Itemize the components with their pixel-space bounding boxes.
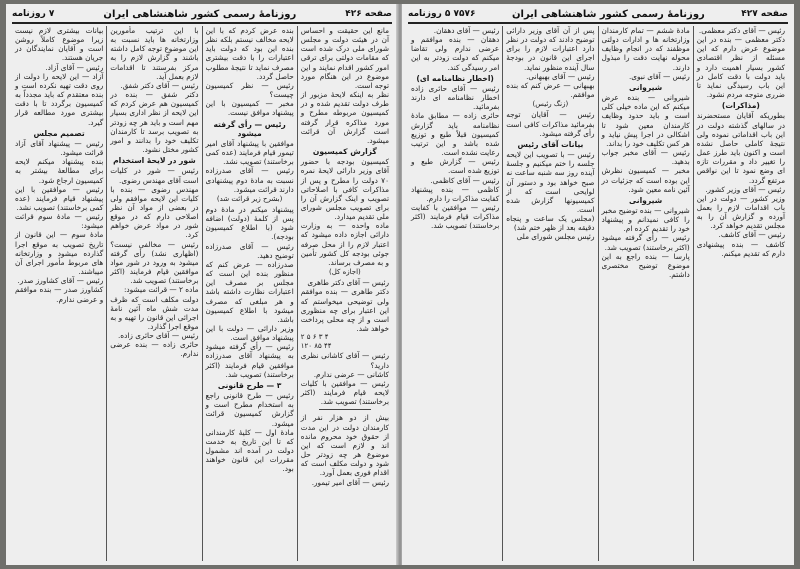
- text-column: [202, 26, 297, 561]
- paragraph: شیروانی — بنده عرض میکنم که این ماده خیلی کلی است و باید حدود وظایف کارمندان معین شود تا اشکالی در اجرا پیش نیاید و هر کس تکلیف خود را بداند.: [601, 93, 690, 148]
- section-subheading: (زنگ رئیس): [532, 100, 569, 109]
- section-heading: (مذاکرات): [721, 101, 760, 111]
- paragraph: پس از آن آقای وزیر دارائی توضیح دادند که دولت در نظر دارد اعتبارات لازم را برای اجرای این قانون در بودجهٔ سال آینده منظور نماید.: [506, 26, 595, 72]
- left-page-title: روزنامهٔ رسمی کشور شاهنشاهی ایران: [103, 8, 297, 20]
- paragraph: با این ترتیب مأمورین وزارتخانه ها باید نسبت به این موضوع توجه کامل داشته باشند و گزارش لازم را به مرکز بفرستند تا اقدامات لازم بعمل آید.: [110, 26, 199, 81]
- section-heading: گزارش کمیسیون: [312, 147, 377, 157]
- paragraph: رئیس — رأی گرفته میشود به پیشنهاد آقای صدرزاده موافقین قیام فرمایند (اکثر برخاستند) تصویب شد.: [205, 342, 294, 379]
- paragraph: رئیس — آقای وزیر کشور.: [705, 184, 785, 194]
- left-header-rule: [12, 22, 392, 24]
- paragraph: بیانات بیشتری لازم نیست زیرا موضوع کاملاً روشن است و آقایان نمایندگان در جریان هستند.: [15, 26, 104, 63]
- paragraph: رئیس — رأی گرفته میشود (اکثر برخاستند) تصویب شد.: [601, 233, 690, 252]
- paragraph: کاشف — بنده پیشنهادی دارم که تقدیم میکنم.: [696, 239, 785, 258]
- section-heading: شیروانی: [629, 82, 663, 92]
- paragraph: وزیر دارائی — دولت با این پیشنهاد موافق است.: [205, 324, 294, 343]
- right-page: [402, 4, 794, 565]
- paragraph: بنده پیشنهاد میکنم لایحه برای مطالعهٔ بیشتر به کمیسیون ارجاع شود.: [15, 157, 104, 185]
- text-column: [408, 26, 502, 561]
- paragraph: رئیس — آقای کاشانی نظری دارید؟: [300, 351, 389, 370]
- section-heading: بیانات آقای رئیس: [517, 139, 584, 149]
- paragraph: رئیس — موافقین با این پیشنهاد قیام فرمایند (عده کمی برخاستند) تصویب نشد.: [15, 184, 104, 212]
- paragraph: رئیس — آقای دکتر شفق.: [120, 80, 199, 90]
- paragraph: رئیس — آقای دهقان.: [433, 26, 500, 35]
- paragraph: حائری زاده — مطابق مادهٔ نظامنامه باید گزارش کمیسیون قبلاً طبع و توزیع شده باشد و این ترتیب رعایت نشده است.: [411, 111, 500, 158]
- paragraph: رئیس — آقای حائری زاده اخطار نظامنامه ای دارند بفرمائید.: [411, 83, 500, 112]
- paragraph: کشاورز صدر — بنده موافقم و عرضی ندارم.: [15, 285, 104, 304]
- section-heading: (اخطار نظامنامه ای): [416, 73, 494, 83]
- paragraph: رئیس — موافقین با کلیات لایحه قیام فرمایند (اکثر برخاستند) تصویب شد.: [300, 378, 389, 407]
- paragraph: مهندس رضوی — بنده با کلیات این لایحه موافقم ولی در بعضی از مواد آن نظر اصلاحی دارم که در موقع شور در مواد عرض خواهم کرد.: [110, 184, 199, 240]
- paragraph: بنده عرض کردم که با این لایحه مخالف نیستم بلکه نظر بنده این بود که دولت باید اعتبارات را با دقت بیشتری مصرف نماید تا نتیجهٔ مطلوب حاصل گردد.: [205, 26, 294, 81]
- paragraph: رئیس — آقای حائری زاده.: [117, 331, 199, 341]
- paragraph: رئیس — مخالفی نیست؟ (اظهاری نشد) رأی گرفته میشود به ورود در شور مواد موافقین قیام فرمایند (اکثر برخاستند) تصویب شد.: [110, 239, 199, 286]
- paragraph: رئیس — آقای صدرزاده توضیح دهید.: [205, 241, 294, 260]
- right-page-header: [408, 6, 788, 22]
- paragraph: بطوریکه آقایان مستحضرند در سالهای گذشته دولت در این باب اقداماتی نموده ولی نتیجهٔ کاملی حاصل نشده است و اکنون باید طرز عمل را تغییر داد و مقررات تازه ای وضع نمود تا این نواقص مرتفع گردد.: [696, 111, 785, 185]
- paragraph: مادهٔ سوم — این قانون از تاریخ تصویب به موقع اجرا گذارده میشود و وزارتخانه های مربوط مأمور اجرای آن میباشند.: [15, 230, 104, 277]
- paragraph: رئیس — آقای دکتر معظمی.: [698, 26, 785, 35]
- right-page-title: روزنامهٔ رسمی کشور شاهنشاهی ایران: [511, 8, 705, 20]
- right-header-rule: [408, 22, 788, 24]
- section-subheading: (اجازه کل): [328, 268, 361, 277]
- paragraph: مانع این حقیقت و احساس آن در هیئت دولت و مجلس شورای ملی درک شده است که مقامات دولتی برای ترقی امور کشور اقدام نمایند و این موضوع در این هنگام مورد توجه است.: [300, 26, 389, 90]
- paragraph: رئیس — آقای دکتر طاهری: [307, 278, 389, 288]
- text-column: [598, 26, 693, 561]
- paragraph: رئیس — آقای کاظمی.: [430, 175, 500, 185]
- paragraph: ماده واحده — به وزارت دارائی اجازه داده میشود که اعتبار لازم را از محل صرفه جوئی بودجه کل کشور تأمین و به مصرف برساند.: [300, 221, 389, 267]
- paragraph: رئیس — شور در کلیات است آقای مهندس رضوی.: [110, 166, 199, 185]
- paragraph: وزیر کشور — دولت در این باب اقدامات لازم را بعمل آورده و گزارش آن را به مجلس تقدیم خواهد کرد.: [696, 193, 785, 231]
- paragraph: رئیس — با تصویب این لایحه جلسه را ختم میکنیم و جلسهٔ آینده روز سه شنبه ساعت نه صبح خواهد بود و دستور آن لوایحی است که از کمیسیونها گزارش شده است.: [506, 150, 595, 214]
- paragraph: رئیس — آقای امیر تیمور.: [311, 477, 389, 487]
- left-columns: [12, 26, 392, 561]
- paragraph: رئیس — آقای نبوی.: [628, 71, 690, 81]
- section-heading: تصمیم مجلس: [33, 128, 85, 138]
- paragraph: ماده ۲ — قرائت میشود:: [123, 285, 199, 295]
- text-column: [12, 26, 106, 561]
- paragraph: رئیس — آقایان توجه بفرمائید مذاکرات کافی است رأی گرفته میشود.: [506, 110, 595, 138]
- paragraph: بهبهانی — عرض کنم که بنده موافقم.: [506, 80, 595, 100]
- paragraph: دکتر شفق — بنده در کمیسیون هم عرض کردم که این لایحه از نظر اداری بسیار مهم است و باید هر چه زودتر به تصویب برسد تا کارمندان تکلیف خود را بدانند و امور کشور مختل نشود.: [110, 90, 199, 155]
- paragraph: رئیس — نظر کمیسیون چیست؟: [205, 80, 294, 100]
- paragraph: مخبر — کمیسیون با این پیشنهاد موافق نیست.: [205, 99, 294, 118]
- paragraph: موافقین با پیشنهاد آقای امیر تیمور قیام فرمایند (عده کمی برخاستند) تصویب نشد.: [205, 138, 294, 167]
- paragraph: کاشانی — عرضی ندارم.: [313, 369, 389, 379]
- right-columns: [408, 26, 788, 561]
- left-page-number: صفحه ۴۲۶: [345, 9, 392, 19]
- text-column: [106, 26, 201, 561]
- paragraph: رئیس مجلس شورای ملی: [516, 232, 595, 242]
- paragraph: رئیس — مادهٔ سوم قرائت میشود:: [15, 212, 104, 231]
- paragraph: دکتر طاهری — بنده موافقم ولی توضیحی میخواستم که این اعتبار برای چه منظوری است و از چه محلی پرداخت خواهد شد.: [300, 287, 389, 333]
- paragraph: (مجلس یک ساعت و پنجاه دقیقه بعد از ظهر ختم شد): [506, 214, 595, 233]
- paragraph: ۱۲۰ ۸۵ ۴۴: [300, 342, 332, 351]
- paragraph: آزاد — این لایحه را دولت از روی دقت تهیه نکرده است و بنده معتقدم که باید مجدداً به کمیسیون برگردد تا با دقت بیشتری مورد مطالعه قرار گیرد.: [15, 71, 104, 127]
- section-heading: شور در لایحهٔ استخدام: [113, 156, 196, 166]
- paragraph: کمیسیون بودجه با حضور آقای وزیر دارائی لایحهٔ نمره ۷۰ دولت را مطرح و پس از مذاکرات کافی با اصلاحاتی تصویب و اینک گزارش آن را برای تصویب مجلس شورای ملی تقدیم میدارد.: [300, 157, 389, 222]
- text-column: [502, 26, 597, 561]
- left-page: [6, 4, 398, 565]
- paragraph: صدرزاده — عرض کنم که منظور بنده این است که مجلس بر مصرف این اعتبارات نظارت داشته باشد و هر مبلغی که مصرف میشود با اطلاع کمیسیون باشد.: [205, 259, 294, 324]
- paragraph: رئیس — آقای صدرزاده نسبت به مادهٔ دوم پیشنهادی دارند قرائت میشود.: [205, 166, 294, 194]
- left-page-header: [12, 6, 392, 22]
- paragraph: رئیس — موافقین با کفایت مذاکرات قیام فرمایند (اکثر برخاستند) تصویب شد.: [411, 202, 500, 231]
- newspaper-spread: [6, 4, 794, 565]
- paragraph: شیروانی — بنده توضیح مخبر را کافی نمیدانم و پیشنهاد خود را تقدیم کرده ام.: [601, 205, 690, 234]
- text-column: [693, 26, 788, 561]
- paragraph: مادهٔ ششم — تمام کارمندان وزارتخانه ها و ادارات دولتی موظفند که در انجام وظایف محوله نهایت دقت را مبذول دارند.: [601, 26, 690, 72]
- section-heading: رئیس — رأی گرفته میشود: [213, 119, 286, 138]
- paragraph: مادهٔ اول — کلیهٔ کارمندانی که تا این تاریخ به خدمت دولت در آمده اند مشمول مقررات این قانون خواهند بود.: [205, 427, 294, 474]
- paragraph: بیش از دو هزار نفر از کارمندان دولت در این مدت از حقوق خود محروم مانده اند و لازم است که این موضوع هر چه زودتر حل شود و دولت مکلف است که اقدام فوری بعمل آورد.: [300, 413, 389, 478]
- paragraph: رئیس — آقای مخبر جواب بدهید.: [601, 148, 690, 167]
- paragraph: حائری زاده — بنده عرضی ندارم.: [110, 340, 199, 359]
- right-page-issue: ۷۵۷۶ ۵ روزنامه: [408, 9, 476, 19]
- paragraph: دولت مکلف است که ظرف مدت شش ماه آئین نامهٔ اجرائی این قانون را تهیه و به موقع اجرا گذارد.: [110, 294, 199, 331]
- right-page-number: صفحه ۴۲۷: [741, 9, 788, 19]
- section-heading: ۳ — طرح قانونی: [217, 380, 282, 390]
- paragraph: دکتر معظمی — بنده در این موضوع عرض دارم که این مسئله از نظر اقتصادی کشور بسیار اهمیت دارد و باید دولت با دقت کامل در این باب رسیدگی نماید تا ضرری متوجه مردم نشود.: [696, 35, 785, 100]
- section-divider: [319, 409, 371, 410]
- text-column: [297, 26, 392, 561]
- paragraph: ۲ ۵ ۶ ۳ ۴: [300, 333, 329, 342]
- paragraph: رئیس — طرح قانونی راجع به استخدام مطرح است و گزارش کمیسیون قرائت میشود.: [205, 391, 294, 428]
- section-heading: شیروانی: [629, 195, 663, 205]
- paragraph: رئیس — آقای بهبهانی.: [526, 71, 595, 81]
- paragraph: رئیس — آقای کشاورز صدر.: [17, 276, 104, 286]
- paragraph: رئیس — گزارش طبع و توزیع شده است.: [411, 157, 500, 176]
- paragraph: پیشنهاد میکنم در مادهٔ دوم پس از کلمهٔ (دولت) اضافه شود (با اطلاع کمیسیون بودجه).: [205, 204, 294, 242]
- paragraph: کاظمی — بنده پیشنهاد کفایت مذاکرات را دارم.: [411, 184, 500, 203]
- paragraph: رئیس — آقای کاشف.: [718, 230, 785, 240]
- paragraph: پارسا — بنده راجع به این موضوع توضیح مختصری داشتم.: [601, 251, 690, 280]
- paragraph: رئیس — آقای آزاد.: [45, 62, 104, 72]
- paragraph: نظر به اینکه لایحهٔ مزبور از طرف دولت تقدیم شده و در کمیسیون مربوطه مطرح و مورد مذاکره قرار گرفته است گزارش آن قرائت میشود.: [300, 90, 389, 145]
- section-subheading: (بشرح زیر قرائت شد): [216, 194, 283, 203]
- left-page-issue: ۷ روزنامه: [12, 9, 55, 19]
- paragraph: دهقان — بنده موافقم و عرضی ندارم ولی تقاضا میکنم که دولت زودتر به این امر رسیدگی کند.: [411, 35, 500, 72]
- paragraph: مخبر — کمیسیون نظرش این بوده است که جزئیات در آئین نامه معین شود.: [601, 166, 690, 194]
- paragraph: رئیس — پیشنهاد آقای آزاد قرائت میشود.: [15, 138, 104, 158]
